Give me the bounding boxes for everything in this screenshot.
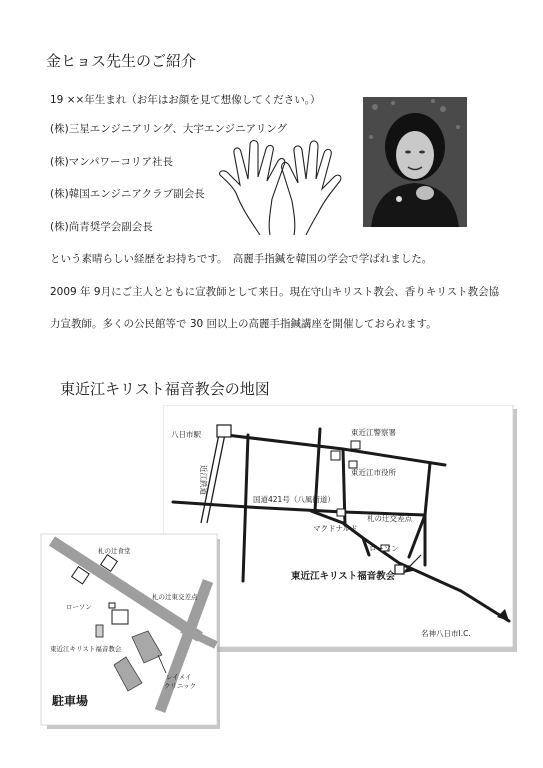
detail-lawson-label: ローソン xyxy=(66,603,92,611)
railway-label: 近江鉄道 xyxy=(199,465,208,495)
police-label: 東近江警察署 xyxy=(351,428,396,437)
intro-title: 金ヒョス先生のご紹介 xyxy=(46,52,197,70)
fudanotsuji-label: 札の辻交差点 xyxy=(367,514,412,523)
lawson-label: ローソン xyxy=(369,544,399,553)
city-hall-label: 東近江市役所 xyxy=(351,468,396,477)
intro-career-line-1: (株)三星エンジニアリング、大宇エンジニアリング xyxy=(50,123,287,135)
hands-illustration xyxy=(212,135,347,245)
station-label: 八日市駅 xyxy=(171,430,201,439)
parking-label: 駐車場 xyxy=(52,694,89,708)
detail-church-label: 東近江キリスト福音教会 xyxy=(50,645,122,653)
ic-label: 名神八日市I.C. xyxy=(421,629,471,638)
clinic-label-line-2: クリニック xyxy=(164,682,197,690)
detail-map xyxy=(40,533,220,729)
intro-career-line-4: (株)尚青奨学会副会長 xyxy=(50,221,153,233)
intro-career-line-2: (株)マンパワーコリア社長 xyxy=(50,156,173,168)
route-421-label: 国道421号（八風街道） xyxy=(253,495,335,504)
intro-birth-line: 19 ××年生まれ（お年はお顔を見て想像してください。） xyxy=(50,94,321,106)
fudanotsuji-east-label: 札の辻東交差点 xyxy=(152,593,198,601)
intro-paragraph-line-2: 2009 年 9月にご主人とともに宣教師として来日。現在守山キリスト教会、香りキリスト教会協 xyxy=(50,286,500,298)
intro-paragraph-line-3: 力宣教師。多くの公民館等で 30 回以上の高麗手指鍼講座を開催しておられます。 xyxy=(50,318,437,330)
main-map-church-label: 東近江キリスト福音教会 xyxy=(291,571,396,582)
portrait-photo xyxy=(363,97,467,227)
mcdonalds-label: マクドナルド xyxy=(313,524,358,533)
map-section-title: 東近江キリスト福音教会の地図 xyxy=(60,380,270,398)
clinic-label xyxy=(164,673,196,690)
clinic-label-line-1: レイメイ xyxy=(166,673,192,681)
fudanotsuji-shokudo-label: 札の辻食堂 xyxy=(98,547,131,555)
intro-paragraph-line-1: という素晴らしい経歴をお持ちです。 高麗手指鍼を韓国の学会で学ばれました。 xyxy=(50,253,433,265)
intro-career-line-3: (株)韓国エンジニアクラブ副会長 xyxy=(50,188,205,200)
